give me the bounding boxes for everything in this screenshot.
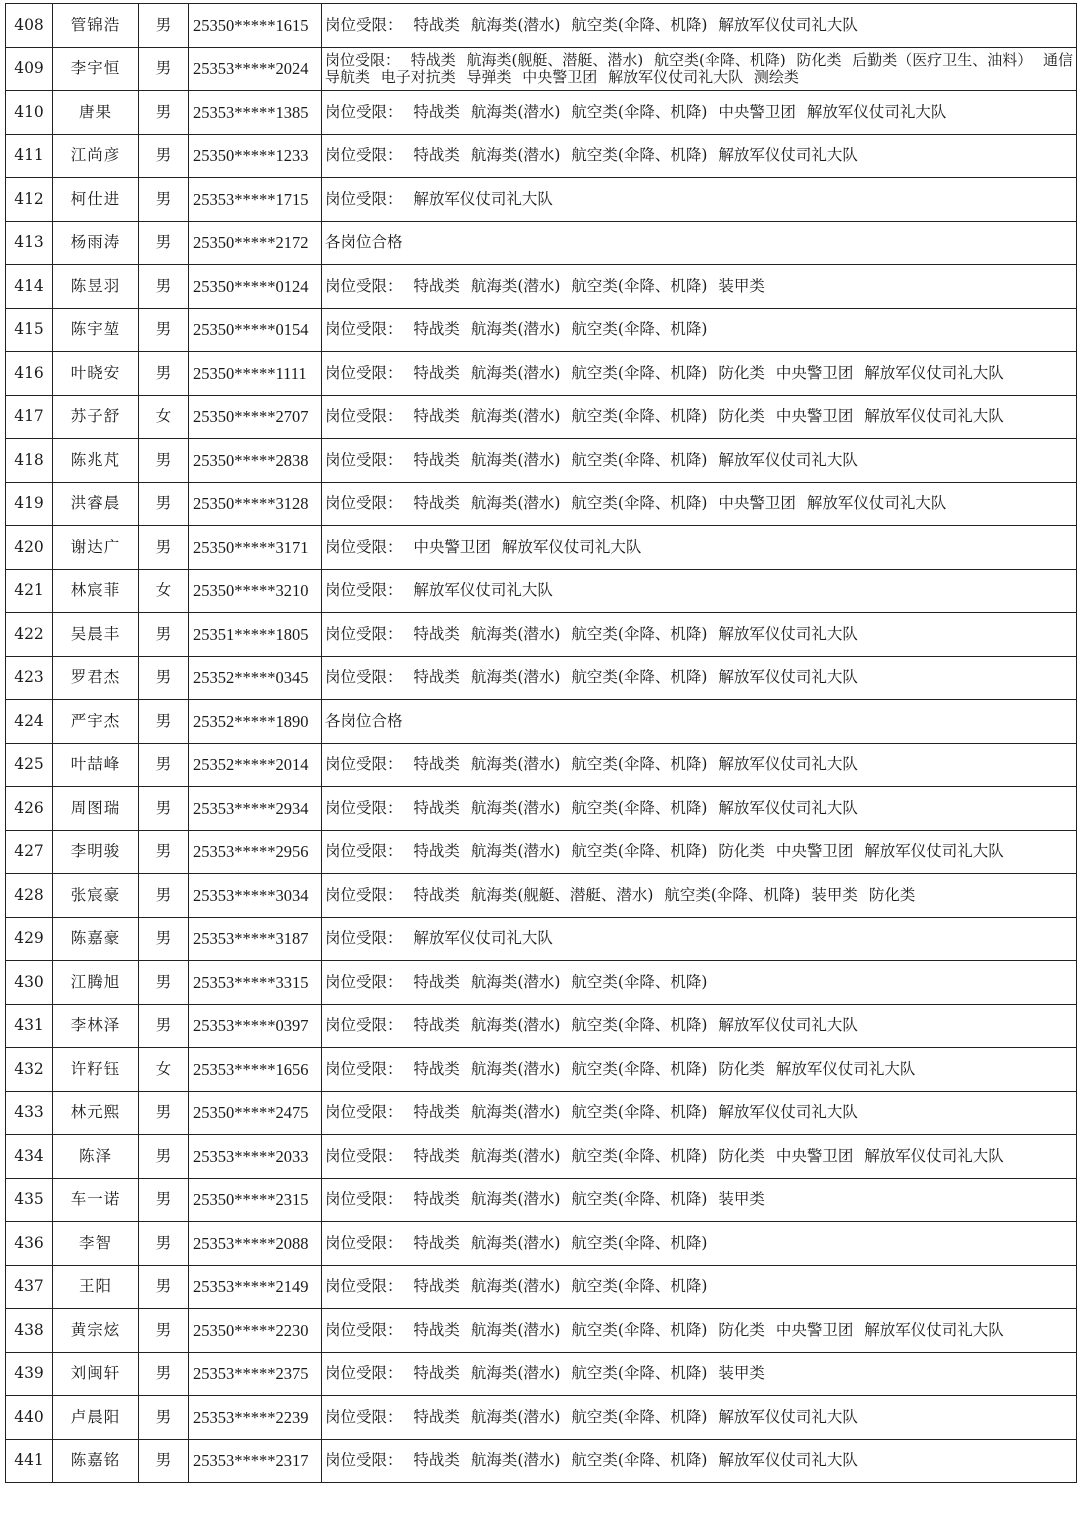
masked-id-number: 25350*****0124 [189, 265, 322, 309]
person-name: 李智 [53, 1222, 139, 1266]
row-number: 419 [6, 482, 53, 526]
masked-id-number: 25350*****2838 [189, 439, 322, 483]
person-name: 车一诺 [53, 1178, 139, 1222]
table-row [6, 830, 1077, 874]
exam-result: 岗位受限： 特战类 航海类(潜水) 航空类(伞降、机降) 解放军仪仗司礼大队 [322, 134, 1077, 178]
gender: 男 [139, 265, 189, 309]
gender: 男 [139, 352, 189, 396]
table-row [6, 613, 1077, 657]
masked-id-number: 25350*****2172 [189, 221, 322, 265]
masked-id-number: 25353*****2024 [189, 47, 322, 91]
gender: 男 [139, 178, 189, 222]
person-name: 陈嘉豪 [53, 917, 139, 961]
exam-result: 岗位受限： 中央警卫团 解放军仪仗司礼大队 [322, 526, 1077, 570]
masked-id-number: 25353*****3315 [189, 961, 322, 1005]
person-name: 卢晨阳 [53, 1396, 139, 1440]
row-number: 436 [6, 1222, 53, 1266]
person-name: 陈泽 [53, 1135, 139, 1179]
person-name: 吴晨丰 [53, 613, 139, 657]
masked-id-number: 25353*****3034 [189, 874, 322, 918]
row-number: 415 [6, 308, 53, 352]
masked-id-number: 25350*****2315 [189, 1178, 322, 1222]
gender: 男 [139, 526, 189, 570]
table-row [6, 1396, 1077, 1440]
gender: 男 [139, 134, 189, 178]
person-name: 谢达广 [53, 526, 139, 570]
person-name: 王阳 [53, 1265, 139, 1309]
exam-result: 岗位受限： 特战类 航海类(潜水) 航空类(伞降、机降) 装甲类 [322, 1178, 1077, 1222]
gender: 男 [139, 917, 189, 961]
masked-id-number: 25350*****2230 [189, 1309, 322, 1353]
gender: 男 [139, 482, 189, 526]
table-row [6, 526, 1077, 570]
masked-id-number: 25352*****0345 [189, 656, 322, 700]
gender: 男 [139, 743, 189, 787]
masked-id-number: 25353*****2088 [189, 1222, 322, 1266]
gender: 男 [139, 308, 189, 352]
masked-id-number: 25353*****2239 [189, 1396, 322, 1440]
exam-result: 岗位受限： 特战类 航海类(潜水) 航空类(伞降、机降) 防化类 中央警卫团 解放军仪仗司礼大队 [322, 395, 1077, 439]
table-row [6, 1135, 1077, 1179]
exam-result: 岗位受限： 特战类 航海类(潜水) 航空类(伞降、机降) 装甲类 [322, 1352, 1077, 1396]
gender: 女 [139, 569, 189, 613]
row-number: 417 [6, 395, 53, 439]
row-number: 418 [6, 439, 53, 483]
gender: 男 [139, 439, 189, 483]
row-number: 435 [6, 1178, 53, 1222]
row-number: 421 [6, 569, 53, 613]
table-row [6, 4, 1077, 48]
table-row [6, 352, 1077, 396]
table-row [6, 961, 1077, 1005]
table-row [6, 700, 1077, 744]
table-row [6, 1048, 1077, 1092]
table-row [6, 1352, 1077, 1396]
person-name: 洪睿晨 [53, 482, 139, 526]
row-number: 414 [6, 265, 53, 309]
table-row [6, 482, 1077, 526]
gender: 男 [139, 1439, 189, 1483]
gender: 男 [139, 787, 189, 831]
row-number: 440 [6, 1396, 53, 1440]
masked-id-number: 25353*****1656 [189, 1048, 322, 1092]
exam-result: 岗位受限： 特战类 航海类(潜水) 航空类(伞降、机降) [322, 1265, 1077, 1309]
row-number: 422 [6, 613, 53, 657]
row-number: 437 [6, 1265, 53, 1309]
gender: 女 [139, 1048, 189, 1092]
masked-id-number: 25352*****2014 [189, 743, 322, 787]
person-name: 严宇杰 [53, 700, 139, 744]
exam-result: 岗位受限： 特战类 航海类(潜水) 航空类(伞降、机降) 中央警卫团 解放军仪仗司礼大队 [322, 91, 1077, 135]
gender: 男 [139, 830, 189, 874]
table-row [6, 743, 1077, 787]
gender: 男 [139, 1091, 189, 1135]
gender: 男 [139, 1309, 189, 1353]
row-number: 438 [6, 1309, 53, 1353]
masked-id-number: 25353*****1385 [189, 91, 322, 135]
gender: 男 [139, 874, 189, 918]
row-number: 416 [6, 352, 53, 396]
masked-id-number: 25350*****1111 [189, 352, 322, 396]
row-number: 413 [6, 221, 53, 265]
person-name: 柯仕进 [53, 178, 139, 222]
exam-result: 岗位受限： 特战类 航海类(潜水) 航空类(伞降、机降) [322, 961, 1077, 1005]
exam-result: 各岗位合格 [322, 700, 1077, 744]
gender: 男 [139, 1396, 189, 1440]
row-number: 429 [6, 917, 53, 961]
exam-result: 岗位受限： 特战类 航海类(潜水) 航空类(伞降、机降) 解放军仪仗司礼大队 [322, 1396, 1077, 1440]
table-row [6, 917, 1077, 961]
person-name: 杨雨涛 [53, 221, 139, 265]
table-row [6, 1439, 1077, 1483]
exam-result: 岗位受限： 特战类 航海类(潜水) 航空类(伞降、机降) 解放军仪仗司礼大队 [322, 439, 1077, 483]
person-name: 李林泽 [53, 1004, 139, 1048]
masked-id-number: 25353*****3187 [189, 917, 322, 961]
row-number: 428 [6, 874, 53, 918]
gender: 男 [139, 4, 189, 48]
masked-id-number: 25350*****1233 [189, 134, 322, 178]
row-number: 434 [6, 1135, 53, 1179]
person-name: 刘闽轩 [53, 1352, 139, 1396]
gender: 男 [139, 656, 189, 700]
row-number: 439 [6, 1352, 53, 1396]
person-name: 李宇恒 [53, 47, 139, 91]
person-name: 林元熙 [53, 1091, 139, 1135]
exam-result: 岗位受限： 特战类 航海类(潜水) 航空类(伞降、机降) 解放军仪仗司礼大队 [322, 1439, 1077, 1483]
person-name: 林宸菲 [53, 569, 139, 613]
gender: 男 [139, 961, 189, 1005]
exam-result: 岗位受限： 特战类 航海类(潜水) 航空类(伞降、机降) 中央警卫团 解放军仪仗司礼大队 [322, 482, 1077, 526]
masked-id-number: 25351*****1805 [189, 613, 322, 657]
masked-id-number: 25353*****1715 [189, 178, 322, 222]
table-row [6, 439, 1077, 483]
person-name: 陈昱羽 [53, 265, 139, 309]
gender: 男 [139, 221, 189, 265]
masked-id-number: 25350*****3128 [189, 482, 322, 526]
gender: 男 [139, 47, 189, 91]
table-row [6, 395, 1077, 439]
exam-result: 岗位受限： 特战类 航海类(潜水) 航空类(伞降、机降) 防化类 中央警卫团 解放军仪仗司礼大队 [322, 1135, 1077, 1179]
exam-result: 岗位受限： 特战类 航海类(潜水) 航空类(伞降、机降) 解放军仪仗司礼大队 [322, 4, 1077, 48]
gender: 男 [139, 1178, 189, 1222]
person-name: 苏子舒 [53, 395, 139, 439]
gender: 男 [139, 700, 189, 744]
person-name: 叶喆峰 [53, 743, 139, 787]
row-number: 425 [6, 743, 53, 787]
results-table [5, 3, 1077, 1483]
row-number: 410 [6, 91, 53, 135]
table-row [6, 569, 1077, 613]
table-row [6, 1265, 1077, 1309]
row-number: 430 [6, 961, 53, 1005]
gender: 男 [139, 1222, 189, 1266]
masked-id-number: 25353*****2956 [189, 830, 322, 874]
exam-result: 岗位受限： 特战类 航海类(潜水) 航空类(伞降、机降) 防化类 中央警卫团 解放军仪仗司礼大队 [322, 830, 1077, 874]
table-row [6, 787, 1077, 831]
gender: 男 [139, 91, 189, 135]
table-row [6, 656, 1077, 700]
gender: 女 [139, 395, 189, 439]
row-number: 409 [6, 47, 53, 91]
masked-id-number: 25353*****2149 [189, 1265, 322, 1309]
exam-result: 岗位受限： 特战类 航海类(潜水) 航空类(伞降、机降) 解放军仪仗司礼大队 [322, 1091, 1077, 1135]
person-name: 江腾旭 [53, 961, 139, 1005]
person-name: 张宸豪 [53, 874, 139, 918]
exam-result: 岗位受限： 特战类 航海类(舰艇、潜艇、潜水) 航空类(伞降、机降) 装甲类 防化类 [322, 874, 1077, 918]
gender: 男 [139, 1352, 189, 1396]
table-row [6, 178, 1077, 222]
row-number: 424 [6, 700, 53, 744]
row-number: 426 [6, 787, 53, 831]
exam-result: 岗位受限： 解放军仪仗司礼大队 [322, 917, 1077, 961]
exam-result: 岗位受限： 特战类 航海类(潜水) 航空类(伞降、机降) [322, 1222, 1077, 1266]
person-name: 叶晓安 [53, 352, 139, 396]
table-row [6, 1309, 1077, 1353]
masked-id-number: 25350*****2707 [189, 395, 322, 439]
person-name: 罗君杰 [53, 656, 139, 700]
person-name: 许籽钰 [53, 1048, 139, 1092]
row-number: 431 [6, 1004, 53, 1048]
table-row [6, 221, 1077, 265]
exam-result: 岗位受限： 特战类 航海类(潜水) 航空类(伞降、机降) 解放军仪仗司礼大队 [322, 1004, 1077, 1048]
row-number: 420 [6, 526, 53, 570]
table-row [6, 91, 1077, 135]
masked-id-number: 25353*****0397 [189, 1004, 322, 1048]
masked-id-number: 25352*****1890 [189, 700, 322, 744]
table-row [6, 308, 1077, 352]
row-number: 433 [6, 1091, 53, 1135]
masked-id-number: 25350*****3210 [189, 569, 322, 613]
masked-id-number: 25353*****2934 [189, 787, 322, 831]
table-row [6, 134, 1077, 178]
table-row [6, 1222, 1077, 1266]
table-row [6, 265, 1077, 309]
row-number: 441 [6, 1439, 53, 1483]
exam-result: 岗位受限： 解放军仪仗司礼大队 [322, 178, 1077, 222]
row-number: 412 [6, 178, 53, 222]
exam-result: 岗位受限： 特战类 航海类(潜水) 航空类(伞降、机降) 解放军仪仗司礼大队 [322, 656, 1077, 700]
gender: 男 [139, 1265, 189, 1309]
exam-result: 岗位受限： 特战类 航海类(潜水) 航空类(伞降、机降) 解放军仪仗司礼大队 [322, 743, 1077, 787]
person-name: 周图瑞 [53, 787, 139, 831]
masked-id-number: 25353*****2033 [189, 1135, 322, 1179]
masked-id-number: 25350*****1615 [189, 4, 322, 48]
results-table-body [6, 4, 1077, 1483]
masked-id-number: 25353*****2375 [189, 1352, 322, 1396]
masked-id-number: 25350*****0154 [189, 308, 322, 352]
exam-result: 岗位受限： 特战类 航海类(潜水) 航空类(伞降、机降) 防化类 中央警卫团 解放军仪仗司礼大队 [322, 352, 1077, 396]
person-name: 李明骏 [53, 830, 139, 874]
gender: 男 [139, 1135, 189, 1179]
exam-result: 岗位受限： 特战类 航海类(舰艇、潜艇、潜水) 航空类(伞降、机降) 防化类 后勤类（医疗卫生、油料） 通信导航类 电子对抗类 导弹类 中央警卫团 解放军仪仗司礼大队 测绘类 [322, 47, 1077, 91]
masked-id-number: 25353*****2317 [189, 1439, 322, 1483]
exam-result: 岗位受限： 特战类 航海类(潜水) 航空类(伞降、机降) 解放军仪仗司礼大队 [322, 613, 1077, 657]
exam-result: 岗位受限： 解放军仪仗司礼大队 [322, 569, 1077, 613]
exam-result: 岗位受限： 特战类 航海类(潜水) 航空类(伞降、机降) 防化类 解放军仪仗司礼大队 [322, 1048, 1077, 1092]
person-name: 黄宗炫 [53, 1309, 139, 1353]
table-row [6, 874, 1077, 918]
exam-result: 岗位受限： 特战类 航海类(潜水) 航空类(伞降、机降) 装甲类 [322, 265, 1077, 309]
person-name: 陈兆芃 [53, 439, 139, 483]
table-row [6, 1091, 1077, 1135]
exam-result: 岗位受限： 特战类 航海类(潜水) 航空类(伞降、机降) [322, 308, 1077, 352]
person-name: 管锦浩 [53, 4, 139, 48]
table-row [6, 1004, 1077, 1048]
masked-id-number: 25350*****2475 [189, 1091, 322, 1135]
exam-result: 岗位受限： 特战类 航海类(潜水) 航空类(伞降、机降) 防化类 中央警卫团 解放军仪仗司礼大队 [322, 1309, 1077, 1353]
exam-result: 各岗位合格 [322, 221, 1077, 265]
person-name: 陈嘉铭 [53, 1439, 139, 1483]
exam-result: 岗位受限： 特战类 航海类(潜水) 航空类(伞降、机降) 解放军仪仗司礼大队 [322, 787, 1077, 831]
row-number: 423 [6, 656, 53, 700]
person-name: 唐果 [53, 91, 139, 135]
gender: 男 [139, 613, 189, 657]
masked-id-number: 25350*****3171 [189, 526, 322, 570]
row-number: 427 [6, 830, 53, 874]
person-name: 江尚彦 [53, 134, 139, 178]
row-number: 408 [6, 4, 53, 48]
person-name: 陈宇堃 [53, 308, 139, 352]
row-number: 411 [6, 134, 53, 178]
table-row [6, 1178, 1077, 1222]
table-row [6, 47, 1077, 91]
gender: 男 [139, 1004, 189, 1048]
row-number: 432 [6, 1048, 53, 1092]
